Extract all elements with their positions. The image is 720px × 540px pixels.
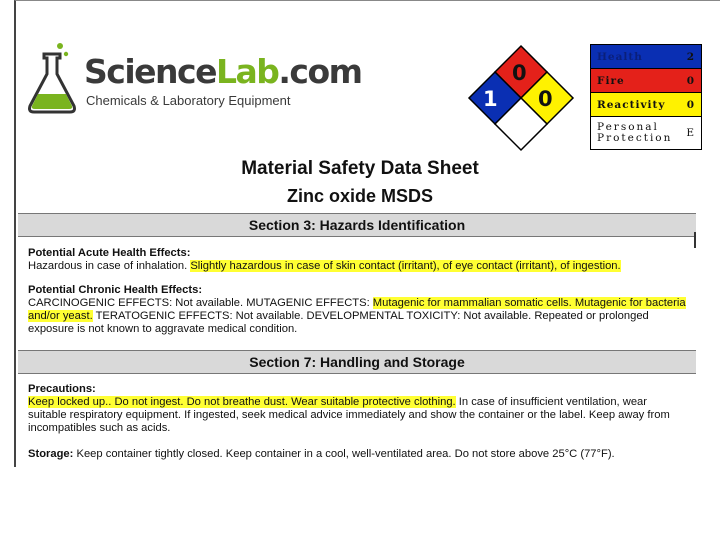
storage-text: Keep container tightly closed. Keep container in a cool, well-ventilated area. Do not store above 25°C (77°F). — [73, 448, 615, 460]
highlight: Keep locked up.. Do not ingest. Do not breathe dust. Wear suitable protective clothing. — [28, 396, 456, 408]
precautions-heading: Precautions: — [28, 383, 96, 395]
hmis-row-reactivity: Reactivity 0 — [591, 93, 701, 117]
acute-text: Hazardous in case of inhalation. Slightly hazardous in case of skin contact (irritant), of eye contact (irritant), of ingestion. — [28, 260, 621, 272]
chronic-text: CARCINOGENIC EFFECTS: Not available. MUTAGENIC EFFECTS: Mutagenic for mammalian somatic cells. Mutagenic for bacteria and/or yeast. TERATOGENIC EFFECTS: Not available. DEVELOPMENTAL TOXICITY: Not available. Repeated or prolonged exposure is not known to aggravate medical condition. — [28, 297, 686, 335]
flask-icon — [22, 40, 82, 118]
document-subtitle: Zinc oxide MSDS — [286, 186, 434, 206]
storage — [28, 448, 688, 461]
hmis-row-fire: Fire 0 — [591, 69, 701, 93]
hmis-rating-table — [590, 44, 702, 150]
document-title: Material Safety Data Sheet — [241, 158, 479, 179]
highlight: Slightly hazardous in case of skin contact (irritant), of eye contact (irritant), of ingestion. — [190, 260, 621, 272]
storage-heading: Storage: — [28, 448, 74, 460]
section-3-header: Section 3: Hazards Identification — [18, 213, 696, 237]
hmis-row-health: Health 2 — [591, 45, 701, 69]
nfpa-health-value: 1 — [483, 87, 498, 111]
section-7-header: Section 7: Handling and Storage — [18, 350, 696, 374]
nfpa-fire-value: 0 — [512, 61, 527, 85]
hmis-row-personal-protection: Personal Protection E — [591, 117, 701, 149]
highlight: Mutagenic for mammalian somatic cells. Mutagenic for bacteria and/or yeast. — [28, 297, 686, 322]
precautions-text: Keep locked up.. Do not ingest. Do not breathe dust. Wear suitable protective clothing. In case of insufficient ventilation, wear suitable respiratory equipment. If ingested, seek medical advice immediately and show the container or the label. Keep away from incompatibles such as acids. — [28, 396, 670, 434]
acute-heading: Potential Acute Health Effects: — [28, 247, 191, 259]
acute-health-effects — [28, 247, 688, 273]
nfpa-reactivity-value: 0 — [538, 87, 553, 111]
chronic-health-effects — [28, 284, 688, 336]
logo-wordmark: ScienceLab.com — [84, 52, 362, 91]
logo-tagline: Chemicals & Laboratory Equipment — [86, 93, 291, 108]
sciencelab-logo — [22, 40, 362, 120]
page-edge-mark — [694, 232, 696, 248]
chronic-heading: Potential Chronic Health Effects: — [28, 284, 203, 296]
nfpa-diamond — [466, 44, 576, 154]
precautions — [28, 383, 688, 435]
